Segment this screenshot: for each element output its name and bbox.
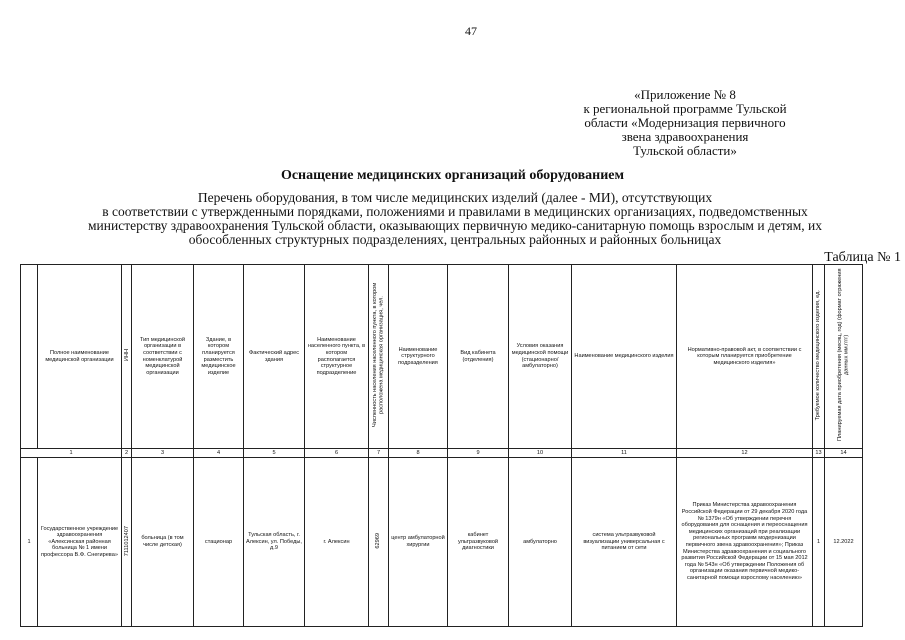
header-cell-inn xyxy=(122,265,132,449)
header-text: ИНН xyxy=(124,349,130,362)
org-name-cell: Государственное учреждение здравоохранения «Алексинская районная больница № 1 имени профессора В.Ф. Снегирева» xyxy=(38,458,122,627)
column-number-cell: 4 xyxy=(194,449,244,458)
header-cell-address: Фактический адрес здания xyxy=(244,265,305,449)
column-number-cell: 9 xyxy=(448,449,509,458)
appendix-line: к региональной программе Тульской xyxy=(583,101,787,116)
header-cell-device: Наименование медицинского изделия xyxy=(572,265,677,449)
table-row xyxy=(21,458,863,627)
column-number-cell: 11 xyxy=(572,449,677,458)
building-cell: стационар xyxy=(194,458,244,627)
column-number-cell: 6 xyxy=(305,449,369,458)
locality-cell: г. Алексин xyxy=(305,458,369,627)
column-number-cell: 8 xyxy=(389,449,448,458)
intro-line: в соответствии с утвержденными порядками, положениями и правилами в медицинских организациях, подведомственных xyxy=(102,204,808,219)
table-header-row xyxy=(21,265,863,449)
conditions-cell: амбулаторно xyxy=(509,458,572,627)
header-text: Планируемая дата приобретения (месяц, год) (формат отражения данных мм.гггг) xyxy=(836,268,850,442)
row-index: 1 xyxy=(21,458,38,627)
cabinet-cell: кабинет ультразвуковой диагностики xyxy=(448,458,509,627)
header-cell-population xyxy=(369,265,389,449)
intro-paragraph xyxy=(40,191,870,247)
inn-cell xyxy=(122,458,132,627)
table-label: Таблица № 1 xyxy=(824,250,901,265)
date-cell: 12.2022 xyxy=(825,458,863,627)
header-cell-building: Здание, в котором планируется разместить медицинское изделие xyxy=(194,265,244,449)
header-cell-index xyxy=(21,265,38,449)
document-title: Оснащение медицинских организаций оборудованием xyxy=(280,168,625,183)
header-text: Численность населения населенного пункта, в котором расположена медицинская организация, чел. xyxy=(371,283,385,428)
population-cell xyxy=(369,458,389,627)
quantity-cell: 1 xyxy=(813,458,825,627)
address-cell: Тульская область, г. Алексин, ул. Победы, д.9 xyxy=(244,458,305,627)
header-cell-org-name: Полное наименование медицинской организации xyxy=(38,265,122,449)
population-value: 62969 xyxy=(375,532,382,549)
subdivision-cell: центр амбулаторной хирургии xyxy=(389,458,448,627)
header-cell-cabinet: Вид кабинета (отделения) xyxy=(448,265,509,449)
header-text: Требуемое количество медицинского изделия, ед. xyxy=(815,290,822,421)
column-number-cell: 13 xyxy=(813,449,825,458)
device-cell: система ультразвуковой визуализации универсальная с питанием от сети xyxy=(572,458,677,627)
intro-line: обособленных структурных подразделениях, центральных районных и районных больницах xyxy=(188,232,722,247)
equipment-table xyxy=(20,264,863,627)
column-number-cell: 2 xyxy=(122,449,132,458)
intro-line: министерству здравоохранения Тульской области, оказывающих первичную медико-санитарную помощь взрослым и детям, их xyxy=(88,218,822,233)
column-number-row xyxy=(21,449,863,458)
appendix-line: области «Модернизация первичного xyxy=(584,115,786,130)
act-cell: Приказ Министерства здравоохранения Российской Федерации от 29 декабря 2020 года № 1379н «Об утверждении перечня оборудования для оснащения и переоснащения медицинских организаций при реализации региональных программ модернизации первичного звена здравоохранения»; Приказ Министерства здравоохранения и социального развития Российской Федерации от 15 мая 2012 года № 543н «Об утверждении Положения об организации оказания первичной медико-санитарной помощи взрослому населению» xyxy=(677,458,813,627)
header-cell-locality: Наименование населенного пункта, в котором располагается структурное подразделение xyxy=(305,265,369,449)
column-number-cell: 12 xyxy=(677,449,813,458)
appendix-line: звена здравоохранения xyxy=(621,129,749,144)
header-cell-quantity xyxy=(813,265,825,449)
header-cell-org-type: Тип медицинской организации в соответствии с номенклатурой медицинской организации xyxy=(132,265,194,449)
header-cell-conditions: Условия оказания медицинской помощи (стационарно/ амбулаторно) xyxy=(509,265,572,449)
appendix-line: Тульской области» xyxy=(633,143,737,158)
column-number-cell: 5 xyxy=(244,449,305,458)
column-number-cell: 1 xyxy=(21,449,122,458)
column-number-cell: 7 xyxy=(369,449,389,458)
column-number-cell: 3 xyxy=(132,449,194,458)
column-number-cell: 14 xyxy=(825,449,863,458)
header-cell-act: Нормативно-правовой акт, в соответствии с которым планируется приобретение медицинского изделия» xyxy=(677,265,813,449)
header-cell-subdivision: Наименование структурного подразделения xyxy=(389,265,448,449)
header-cell-date xyxy=(825,265,863,449)
inn-value: 7111012407 xyxy=(124,525,130,556)
appendix-line: «Приложение № 8 xyxy=(634,87,736,102)
page-number: 47 xyxy=(465,24,477,38)
column-number-cell: 10 xyxy=(509,449,572,458)
appendix-heading xyxy=(540,88,830,158)
intro-line: Перечень оборудования, в том числе медицинских изделий (далее - МИ), отсутствующих xyxy=(197,190,713,205)
org-type-cell: больница (в том числе детская) xyxy=(132,458,194,627)
